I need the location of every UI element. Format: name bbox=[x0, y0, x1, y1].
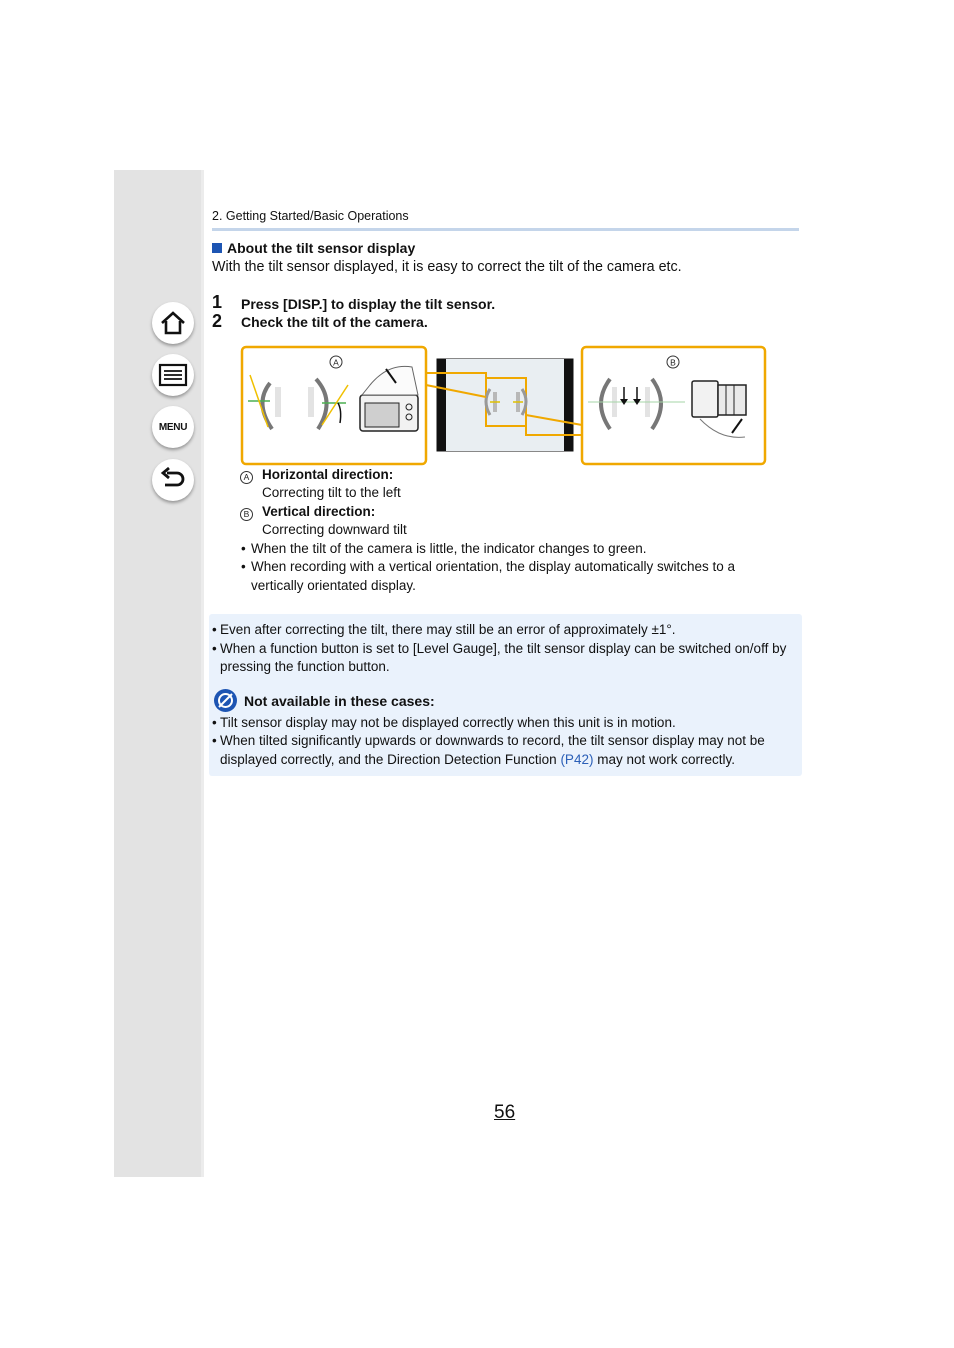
list-icon bbox=[158, 363, 188, 387]
page-number: 56 bbox=[494, 1102, 516, 1123]
menu-button[interactable] bbox=[152, 406, 194, 448]
legend-marker-a: A bbox=[240, 471, 253, 484]
na-bullet: • bbox=[212, 733, 217, 748]
legend-item-a bbox=[240, 466, 253, 484]
note-item-cont: pressing the function button. bbox=[220, 659, 390, 674]
note-bullet: • bbox=[212, 622, 217, 637]
menu-label: MENU bbox=[158, 421, 188, 433]
section-title bbox=[212, 239, 415, 257]
home-button[interactable] bbox=[152, 302, 194, 344]
breadcrumb bbox=[212, 209, 799, 231]
na-item: When tilted significantly upwards or downwards to record, the tilt sensor display may not be bbox=[220, 733, 765, 748]
figure-label-b: B bbox=[670, 357, 676, 368]
note-bullet: • bbox=[212, 641, 217, 656]
square-bullet-icon bbox=[212, 243, 222, 253]
section-title-text: About the tilt sensor display bbox=[227, 240, 416, 256]
breadcrumb-text: 2. Getting Started/Basic Operations bbox=[212, 209, 409, 223]
bullet-dot: • bbox=[241, 559, 246, 574]
legend-marker-b: B bbox=[240, 508, 253, 521]
not-available-icon bbox=[213, 688, 238, 713]
note-item: When a function button is set to [Level Gauge], the tilt sensor display can be switched on/off by bbox=[220, 641, 787, 656]
bullet-item: When recording with a vertical orientation, the display automatically switches to a bbox=[251, 559, 735, 574]
bullet-item-cont: vertically orientated display. bbox=[251, 578, 416, 593]
back-button[interactable] bbox=[152, 459, 194, 501]
legend-desc-a: Correcting tilt to the left bbox=[262, 485, 401, 500]
return-icon bbox=[159, 467, 187, 493]
step-number: 1 bbox=[212, 292, 223, 312]
sidebar bbox=[114, 170, 204, 1177]
bullet-item: When the tilt of the camera is little, the indicator changes to green. bbox=[251, 541, 647, 556]
bullet-dot: • bbox=[241, 541, 246, 556]
legend-title-b: Vertical direction: bbox=[262, 504, 376, 519]
na-item-cont bbox=[220, 751, 735, 769]
note-item: Even after correcting the tilt, there may still be an error of approximately ±1°. bbox=[220, 622, 676, 637]
legend-item-b bbox=[240, 503, 253, 521]
na-item-text: may not work correctly. bbox=[597, 752, 736, 767]
na-item-text: displayed correctly, and the Direction Detection Function bbox=[220, 752, 557, 767]
figure-b-vertical bbox=[582, 347, 765, 464]
section-intro: With the tilt sensor displayed, it is easy to correct the tilt of the camera etc. bbox=[212, 259, 682, 275]
step-text: Check the tilt of the camera. bbox=[241, 314, 428, 330]
figure-label-a: A bbox=[333, 357, 339, 368]
page-link-p42[interactable]: (P42) bbox=[560, 752, 594, 767]
not-available-title: Not available in these cases: bbox=[244, 693, 435, 709]
step-number: 2 bbox=[212, 311, 223, 331]
na-bullet: • bbox=[212, 715, 217, 730]
legend-desc-b: Correcting downward tilt bbox=[262, 522, 407, 537]
tilt-sensor-illustration bbox=[240, 345, 770, 470]
legend-title-a: Horizontal direction: bbox=[262, 467, 394, 482]
home-icon bbox=[159, 309, 187, 337]
na-item: Tilt sensor display may not be displayed correctly when this unit is in motion. bbox=[220, 715, 676, 730]
figure-a-horizontal bbox=[242, 347, 426, 464]
contents-button[interactable] bbox=[152, 354, 194, 396]
step-text: Press [DISP.] to display the tilt sensor. bbox=[241, 296, 496, 312]
